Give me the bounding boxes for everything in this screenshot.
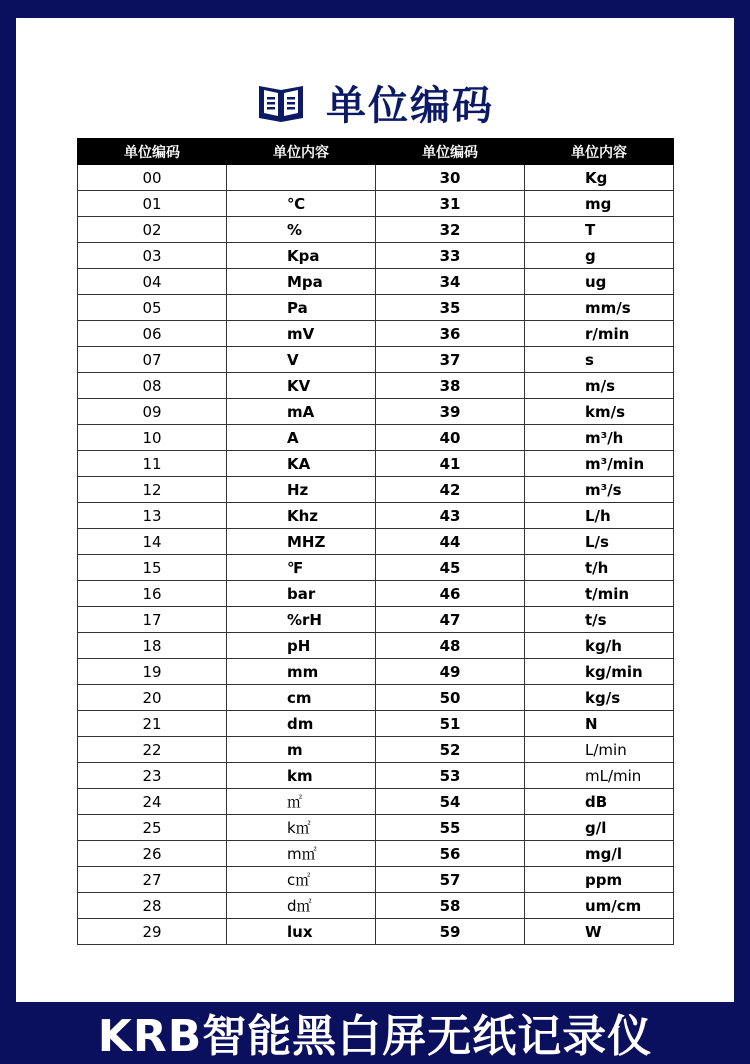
- cell-code-b: 38: [376, 373, 525, 399]
- cell-unit-a: %: [227, 217, 376, 243]
- cell-code-b: 51: [376, 711, 525, 737]
- cell-unit-b: ppm: [525, 867, 674, 893]
- table-row: [78, 399, 674, 425]
- cell-code-b: 47: [376, 607, 525, 633]
- cell-unit-b: L/min: [525, 737, 674, 763]
- table-row: [78, 555, 674, 581]
- cell-unit-a: ℉: [227, 555, 376, 581]
- cell-unit-b: ug: [525, 269, 674, 295]
- cell-code-b: 49: [376, 659, 525, 685]
- cell-code-b: 48: [376, 633, 525, 659]
- cell-unit-b: t/h: [525, 555, 674, 581]
- table-row: [78, 919, 674, 945]
- cell-unit-a: mV: [227, 321, 376, 347]
- cell-unit-a: c㎡: [227, 867, 376, 893]
- cell-code-b: 57: [376, 867, 525, 893]
- cell-code-b: 56: [376, 841, 525, 867]
- cell-unit-a: MHZ: [227, 529, 376, 555]
- cell-unit-b: mg/l: [525, 841, 674, 867]
- table-row: [78, 893, 674, 919]
- cell-unit-a: mA: [227, 399, 376, 425]
- cell-code-a: 09: [78, 399, 227, 425]
- cell-code-a: 06: [78, 321, 227, 347]
- cell-code-a: 15: [78, 555, 227, 581]
- cell-code-b: 36: [376, 321, 525, 347]
- cell-unit-b: g: [525, 243, 674, 269]
- cell-unit-b: kg/min: [525, 659, 674, 685]
- table-row: [78, 737, 674, 763]
- unit-code-table: [77, 138, 674, 945]
- cell-code-a: 16: [78, 581, 227, 607]
- cell-code-b: 59: [376, 919, 525, 945]
- cell-unit-b: mg: [525, 191, 674, 217]
- table-row: [78, 477, 674, 503]
- table-row: [78, 503, 674, 529]
- cell-code-a: 23: [78, 763, 227, 789]
- table-row: [78, 269, 674, 295]
- cell-unit-b: s: [525, 347, 674, 373]
- table-row: [78, 373, 674, 399]
- cell-code-a: 08: [78, 373, 227, 399]
- cell-unit-a: V: [227, 347, 376, 373]
- table-row: [78, 425, 674, 451]
- cell-unit-b: kg/h: [525, 633, 674, 659]
- table-row: [78, 165, 674, 191]
- cell-code-b: 37: [376, 347, 525, 373]
- cell-code-a: 24: [78, 789, 227, 815]
- cell-unit-b: N: [525, 711, 674, 737]
- header-code-b: 单位编码: [376, 139, 525, 165]
- table-row: [78, 607, 674, 633]
- cell-unit-b: t/s: [525, 607, 674, 633]
- cell-code-a: 22: [78, 737, 227, 763]
- table-row: [78, 711, 674, 737]
- table-row: [78, 529, 674, 555]
- table-row: [78, 841, 674, 867]
- cell-unit-b: mL/min: [525, 763, 674, 789]
- cell-code-b: 52: [376, 737, 525, 763]
- cell-code-a: 00: [78, 165, 227, 191]
- cell-unit-a: A: [227, 425, 376, 451]
- cell-code-a: 18: [78, 633, 227, 659]
- title-block: [16, 72, 734, 132]
- table-row: [78, 451, 674, 477]
- cell-code-b: 55: [376, 815, 525, 841]
- cell-unit-b: m³/s: [525, 477, 674, 503]
- cell-unit-b: t/min: [525, 581, 674, 607]
- cell-unit-b: T: [525, 217, 674, 243]
- cell-unit-a: m: [227, 737, 376, 763]
- cell-unit-a: ℃: [227, 191, 376, 217]
- cell-unit-b: m³/min: [525, 451, 674, 477]
- cell-code-a: 02: [78, 217, 227, 243]
- table-row: [78, 347, 674, 373]
- cell-unit-a: pH: [227, 633, 376, 659]
- cell-code-b: 53: [376, 763, 525, 789]
- cell-code-a: 10: [78, 425, 227, 451]
- cell-unit-b: W: [525, 919, 674, 945]
- cell-unit-b: L/s: [525, 529, 674, 555]
- cell-unit-b: r/min: [525, 321, 674, 347]
- table-row: [78, 217, 674, 243]
- table-row: [78, 295, 674, 321]
- cell-code-a: 21: [78, 711, 227, 737]
- cell-code-a: 07: [78, 347, 227, 373]
- cell-code-b: 35: [376, 295, 525, 321]
- cell-unit-a: KA: [227, 451, 376, 477]
- cell-unit-b: L/h: [525, 503, 674, 529]
- table-row: [78, 815, 674, 841]
- header-unit-b: 单位内容: [525, 139, 674, 165]
- cell-unit-a: KV: [227, 373, 376, 399]
- cell-unit-a: Hz: [227, 477, 376, 503]
- cell-code-b: 32: [376, 217, 525, 243]
- cell-unit-a: ㎡: [227, 789, 376, 815]
- table-body: [78, 165, 674, 945]
- cell-unit-b: mm/s: [525, 295, 674, 321]
- cell-unit-a: Kpa: [227, 243, 376, 269]
- cell-code-a: 19: [78, 659, 227, 685]
- cell-unit-a: mm: [227, 659, 376, 685]
- cell-code-b: 30: [376, 165, 525, 191]
- cell-code-b: 46: [376, 581, 525, 607]
- table-row: [78, 191, 674, 217]
- cell-unit-b: m³/h: [525, 425, 674, 451]
- cell-code-a: 03: [78, 243, 227, 269]
- cell-code-a: 12: [78, 477, 227, 503]
- cell-code-b: 31: [376, 191, 525, 217]
- cell-code-a: 27: [78, 867, 227, 893]
- table-row: [78, 685, 674, 711]
- table-row: [78, 659, 674, 685]
- cell-unit-b: dB: [525, 789, 674, 815]
- cell-code-a: 26: [78, 841, 227, 867]
- cell-unit-a: km: [227, 763, 376, 789]
- footer-product-name: KRB智能黑白屏无纸记录仪: [97, 1011, 653, 1062]
- header-code-a: 单位编码: [78, 139, 227, 165]
- cell-code-a: 25: [78, 815, 227, 841]
- cell-unit-a: Pa: [227, 295, 376, 321]
- cell-code-b: 41: [376, 451, 525, 477]
- cell-unit-a: d㎡: [227, 893, 376, 919]
- cell-unit-b: Kg: [525, 165, 674, 191]
- cell-code-a: 14: [78, 529, 227, 555]
- table-row: [78, 581, 674, 607]
- cell-unit-b: um/cm: [525, 893, 674, 919]
- cell-code-a: 05: [78, 295, 227, 321]
- cell-unit-b: m/s: [525, 373, 674, 399]
- cell-unit-b: g/l: [525, 815, 674, 841]
- table-row: [78, 867, 674, 893]
- cell-code-a: 04: [78, 269, 227, 295]
- cell-unit-a: bar: [227, 581, 376, 607]
- cell-unit-a: k㎡: [227, 815, 376, 841]
- cell-code-b: 43: [376, 503, 525, 529]
- cell-unit-a: [227, 165, 376, 191]
- cell-code-b: 39: [376, 399, 525, 425]
- table-header-row: [78, 139, 674, 165]
- cell-unit-b: kg/s: [525, 685, 674, 711]
- cell-code-b: 50: [376, 685, 525, 711]
- cell-code-b: 54: [376, 789, 525, 815]
- cell-code-a: 20: [78, 685, 227, 711]
- cell-unit-a: Mpa: [227, 269, 376, 295]
- table-row: [78, 633, 674, 659]
- table-row: [78, 321, 674, 347]
- cell-code-a: 11: [78, 451, 227, 477]
- table-row: [78, 763, 674, 789]
- cell-code-a: 01: [78, 191, 227, 217]
- cell-code-b: 58: [376, 893, 525, 919]
- table-row: [78, 243, 674, 269]
- cell-unit-a: cm: [227, 685, 376, 711]
- cell-code-b: 34: [376, 269, 525, 295]
- cell-unit-a: lux: [227, 919, 376, 945]
- cell-unit-b: km/s: [525, 399, 674, 425]
- cell-unit-a: dm: [227, 711, 376, 737]
- table-row: [78, 789, 674, 815]
- header-unit-a: 单位内容: [227, 139, 376, 165]
- cell-unit-a: m㎡: [227, 841, 376, 867]
- cell-code-b: 42: [376, 477, 525, 503]
- document-sheet: [16, 18, 734, 1002]
- cell-unit-a: Khz: [227, 503, 376, 529]
- cell-code-a: 17: [78, 607, 227, 633]
- cell-code-b: 44: [376, 529, 525, 555]
- cell-unit-a: %rH: [227, 607, 376, 633]
- cell-code-a: 28: [78, 893, 227, 919]
- cell-code-b: 40: [376, 425, 525, 451]
- cell-code-a: 13: [78, 503, 227, 529]
- cell-code-b: 45: [376, 555, 525, 581]
- book-icon: [256, 80, 306, 124]
- cell-code-a: 29: [78, 919, 227, 945]
- cell-code-b: 33: [376, 243, 525, 269]
- page-title: 单位编码: [326, 82, 494, 129]
